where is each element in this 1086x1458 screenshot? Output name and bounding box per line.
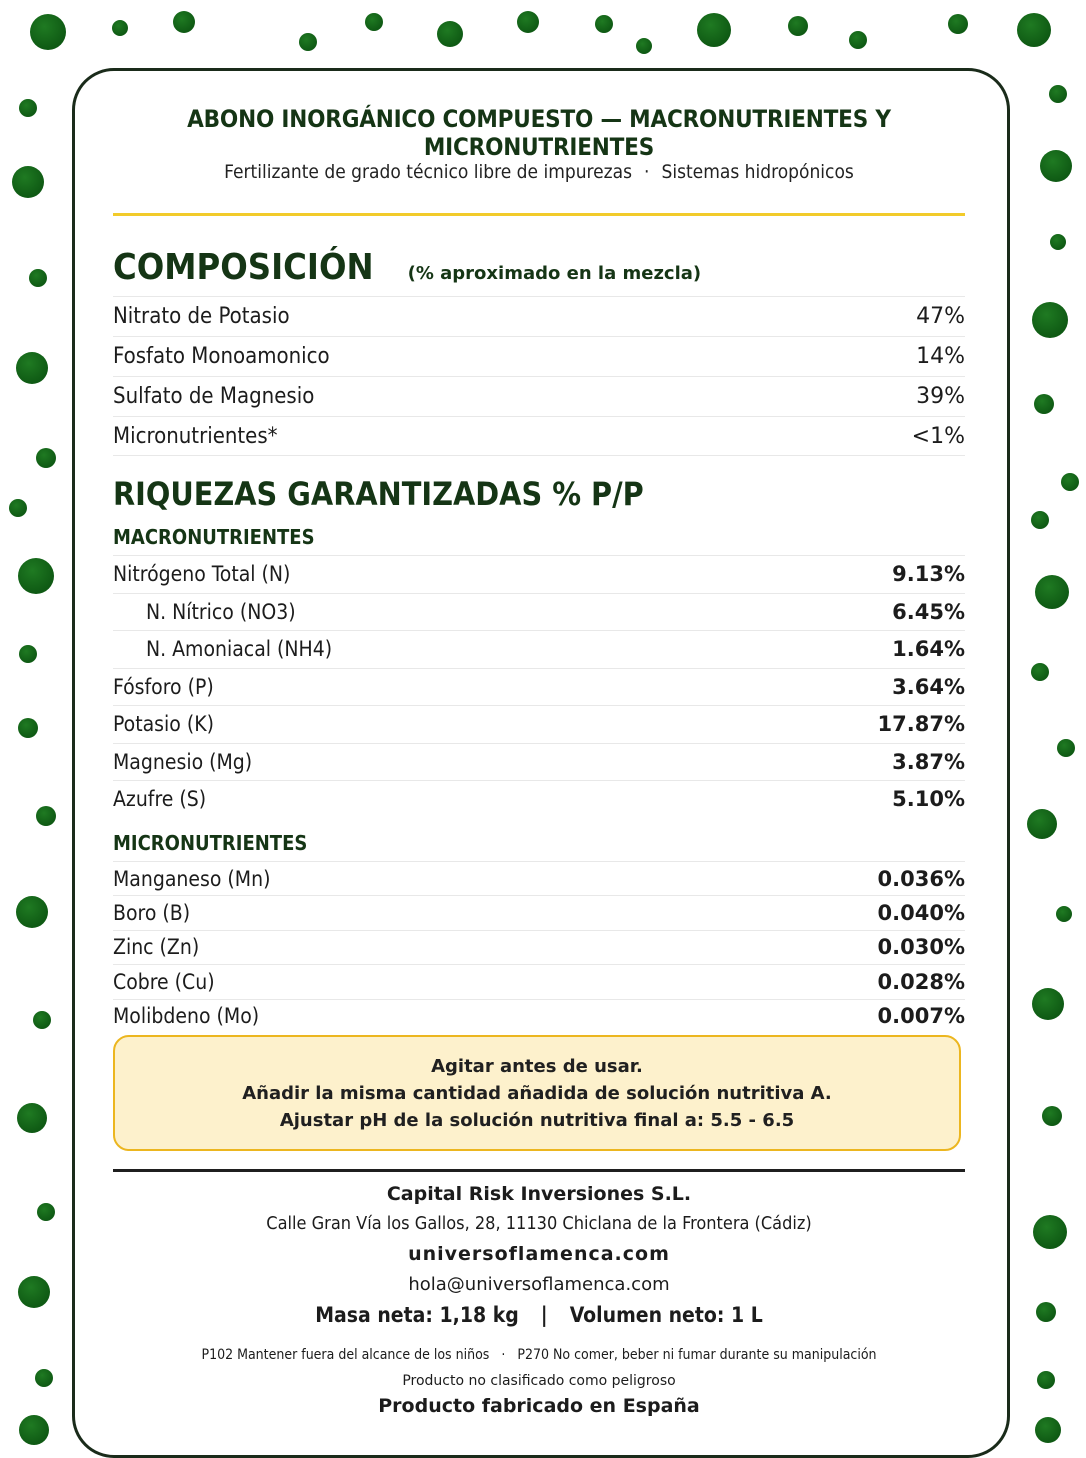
decorative-dot <box>19 1415 49 1445</box>
nutrient-label: Nitrógeno Total (N) <box>113 562 291 587</box>
decorative-dot <box>29 269 47 287</box>
decorative-dot <box>35 1369 53 1387</box>
nutrient-row <box>113 895 965 929</box>
notice-line: Ajustar pH de la solución nutritiva final a: 5.5 - 6.5 <box>279 1109 795 1131</box>
decorative-dot <box>1035 1417 1061 1443</box>
decorative-dot <box>1050 234 1066 250</box>
net-mass: Masa neta: 1,18 kg <box>315 1303 519 1327</box>
usage-notice <box>113 1035 961 1151</box>
nutrient-label: Potasio (K) <box>113 712 214 737</box>
composition-row <box>113 416 965 456</box>
composition-header <box>113 247 701 293</box>
decorative-dot <box>1031 663 1049 681</box>
composition-label: Micronutrientes* <box>113 423 278 449</box>
composition-label: Nitrato de Potasio <box>113 304 290 329</box>
decorative-dot <box>18 1276 50 1308</box>
precaution-separator: · <box>501 1347 506 1363</box>
footer-divider <box>113 1169 965 1172</box>
nutrient-label: Magnesio (Mg) <box>113 749 253 774</box>
label-card <box>72 68 1010 1458</box>
nutrient-row <box>113 861 965 895</box>
subtitle-separator: · <box>644 161 650 183</box>
decorative-dot <box>18 718 38 738</box>
macronutrients-heading: MACRONUTRIENTES <box>113 525 315 549</box>
decorative-dot <box>948 14 968 34</box>
subtitle-grade: Fertilizante de grado técnico libre de impurezas <box>224 161 633 183</box>
decorative-dot <box>849 31 867 49</box>
net-volume: Volumen neto: 1 L <box>569 1303 763 1327</box>
decorative-dot <box>36 806 56 826</box>
decorative-dot <box>33 1011 51 1029</box>
decorative-dot <box>16 352 48 384</box>
website-link[interactable]: universoflamenca.com <box>408 1243 670 1265</box>
nutrient-value: 0.030% <box>877 935 965 960</box>
nutrient-row <box>113 780 965 818</box>
nutrient-row <box>113 999 965 1033</box>
subtitle-use: Sistemas hidropónicos <box>661 161 854 183</box>
product-title: ABONO INORGÁNICO COMPUESTO — MACRONUTRIENTES Y MICRONUTRIENTES <box>187 105 891 161</box>
nutrient-label: Azufre (S) <box>113 787 207 812</box>
nutrient-value: 3.87% <box>892 749 965 774</box>
decorative-dot <box>1032 988 1064 1020</box>
nutrient-row <box>113 555 965 593</box>
nutrient-label: Molibdeno (Mo) <box>113 1004 260 1029</box>
composition-row <box>113 376 965 416</box>
nutrient-value: 0.028% <box>877 969 965 994</box>
notice-line: Añadir la misma cantidad añadida de solución nutritiva A. <box>242 1082 832 1104</box>
nutrient-row <box>113 630 965 668</box>
decorative-dot <box>16 896 48 928</box>
notice-line: Agitar antes de usar. <box>431 1055 643 1077</box>
company-address: Calle Gran Vía los Gallos, 28, 11130 Chiclana de la Frontera (Cádiz) <box>266 1213 812 1234</box>
nutrient-row <box>113 743 965 781</box>
decorative-dot <box>1035 575 1069 609</box>
nutrient-row <box>113 964 965 998</box>
nutrient-value: 0.040% <box>877 901 965 926</box>
composition-label: Fosfato Monoamonico <box>113 344 330 369</box>
nutrient-label: Fósforo (P) <box>113 674 214 699</box>
composition-row <box>113 336 965 376</box>
precaution-p102: P102 Mantener fuera del alcance de los niños <box>201 1347 490 1363</box>
nutrient-label: Zinc (Zn) <box>113 935 200 960</box>
decorative-dot <box>173 11 195 33</box>
precaution-statements <box>113 1347 965 1363</box>
decorative-dot <box>19 99 37 117</box>
nutrient-value: 17.87% <box>877 712 965 737</box>
composition-table <box>113 296 965 456</box>
nutrient-value: 0.036% <box>877 866 965 891</box>
nutrient-label: Cobre (Cu) <box>113 969 215 994</box>
decorative-dot <box>1031 511 1049 529</box>
quantity-separator: | <box>540 1303 548 1327</box>
nutrient-label: Boro (B) <box>113 901 191 926</box>
decorative-dot <box>636 38 652 54</box>
nutrient-value: 6.45% <box>892 599 965 624</box>
decorative-dot <box>517 11 539 33</box>
composition-note: (% aproximado en la mezcla) <box>407 263 702 284</box>
nutrient-value: 5.10% <box>892 787 965 812</box>
decorative-dot <box>697 13 731 47</box>
nutrient-row <box>113 930 965 964</box>
composition-label: Sulfato de Magnesio <box>113 384 315 409</box>
nutrient-label: N. Amoniacal (NH4) <box>146 637 333 662</box>
composition-value: 39% <box>916 384 965 409</box>
decorative-dot <box>9 499 27 517</box>
decorative-dot <box>595 15 613 33</box>
decorative-dot <box>17 1103 47 1133</box>
nutrient-value: 3.64% <box>892 674 965 699</box>
made-in: Producto fabricado en España <box>378 1395 700 1417</box>
micronutrients-table <box>113 861 965 1033</box>
decorative-dot <box>299 33 317 51</box>
decorative-dot <box>37 1203 55 1221</box>
decorative-dot <box>1033 1215 1067 1249</box>
product-subtitle <box>113 161 965 183</box>
decorative-dot <box>1042 1106 1062 1126</box>
decorative-dot <box>112 20 128 36</box>
decorative-dot <box>1057 739 1075 757</box>
composition-value: 47% <box>916 304 965 329</box>
decorative-dot <box>1017 13 1051 47</box>
decorative-dot <box>30 14 66 50</box>
decorative-dot <box>19 645 37 663</box>
decorative-dot <box>36 448 56 468</box>
macronutrients-table <box>113 555 965 818</box>
decorative-dot <box>1034 394 1054 414</box>
decorative-dot <box>12 166 44 198</box>
nutrient-label: Manganeso (Mn) <box>113 866 271 891</box>
decorative-dot <box>18 558 54 594</box>
nutrient-row <box>113 593 965 631</box>
hazard-classification: Producto no clasificado como peligroso <box>402 1373 676 1389</box>
composition-value: <1% <box>911 423 965 449</box>
decorative-dot <box>1037 1371 1055 1389</box>
nutrient-row <box>113 668 965 706</box>
decorative-dot <box>437 21 463 47</box>
nutrient-value: 0.007% <box>877 1004 965 1029</box>
decorative-dot <box>365 13 383 31</box>
nutrient-value: 1.64% <box>892 637 965 662</box>
nutrient-row <box>113 705 965 743</box>
decorative-dot <box>1040 150 1072 182</box>
micronutrients-heading: MICRONUTRIENTES <box>113 831 308 855</box>
nutrient-value: 9.13% <box>892 562 965 587</box>
composition-heading: COMPOSICIÓN <box>113 247 374 288</box>
nutrient-label: N. Nítrico (NO3) <box>146 599 296 624</box>
composition-row <box>113 296 965 336</box>
decorative-dot <box>1061 473 1079 491</box>
net-quantity <box>113 1303 965 1327</box>
decorative-dot <box>1032 302 1068 338</box>
composition-value: 14% <box>916 344 965 369</box>
yellow-divider <box>113 213 965 216</box>
decorative-dot <box>1036 1302 1056 1322</box>
email-link[interactable]: hola@universoflamenca.com <box>408 1274 670 1295</box>
decorative-dot <box>1056 906 1072 922</box>
decorative-dot <box>1049 85 1067 103</box>
company-name: Capital Risk Inversiones S.L. <box>386 1183 692 1205</box>
decorative-dot <box>788 16 808 36</box>
decorative-dot <box>1027 809 1057 839</box>
riquezas-heading: RIQUEZAS GARANTIZADAS % P/P <box>113 475 644 513</box>
precaution-p270: P270 No comer, beber ni fumar durante su manipulación <box>517 1347 877 1363</box>
